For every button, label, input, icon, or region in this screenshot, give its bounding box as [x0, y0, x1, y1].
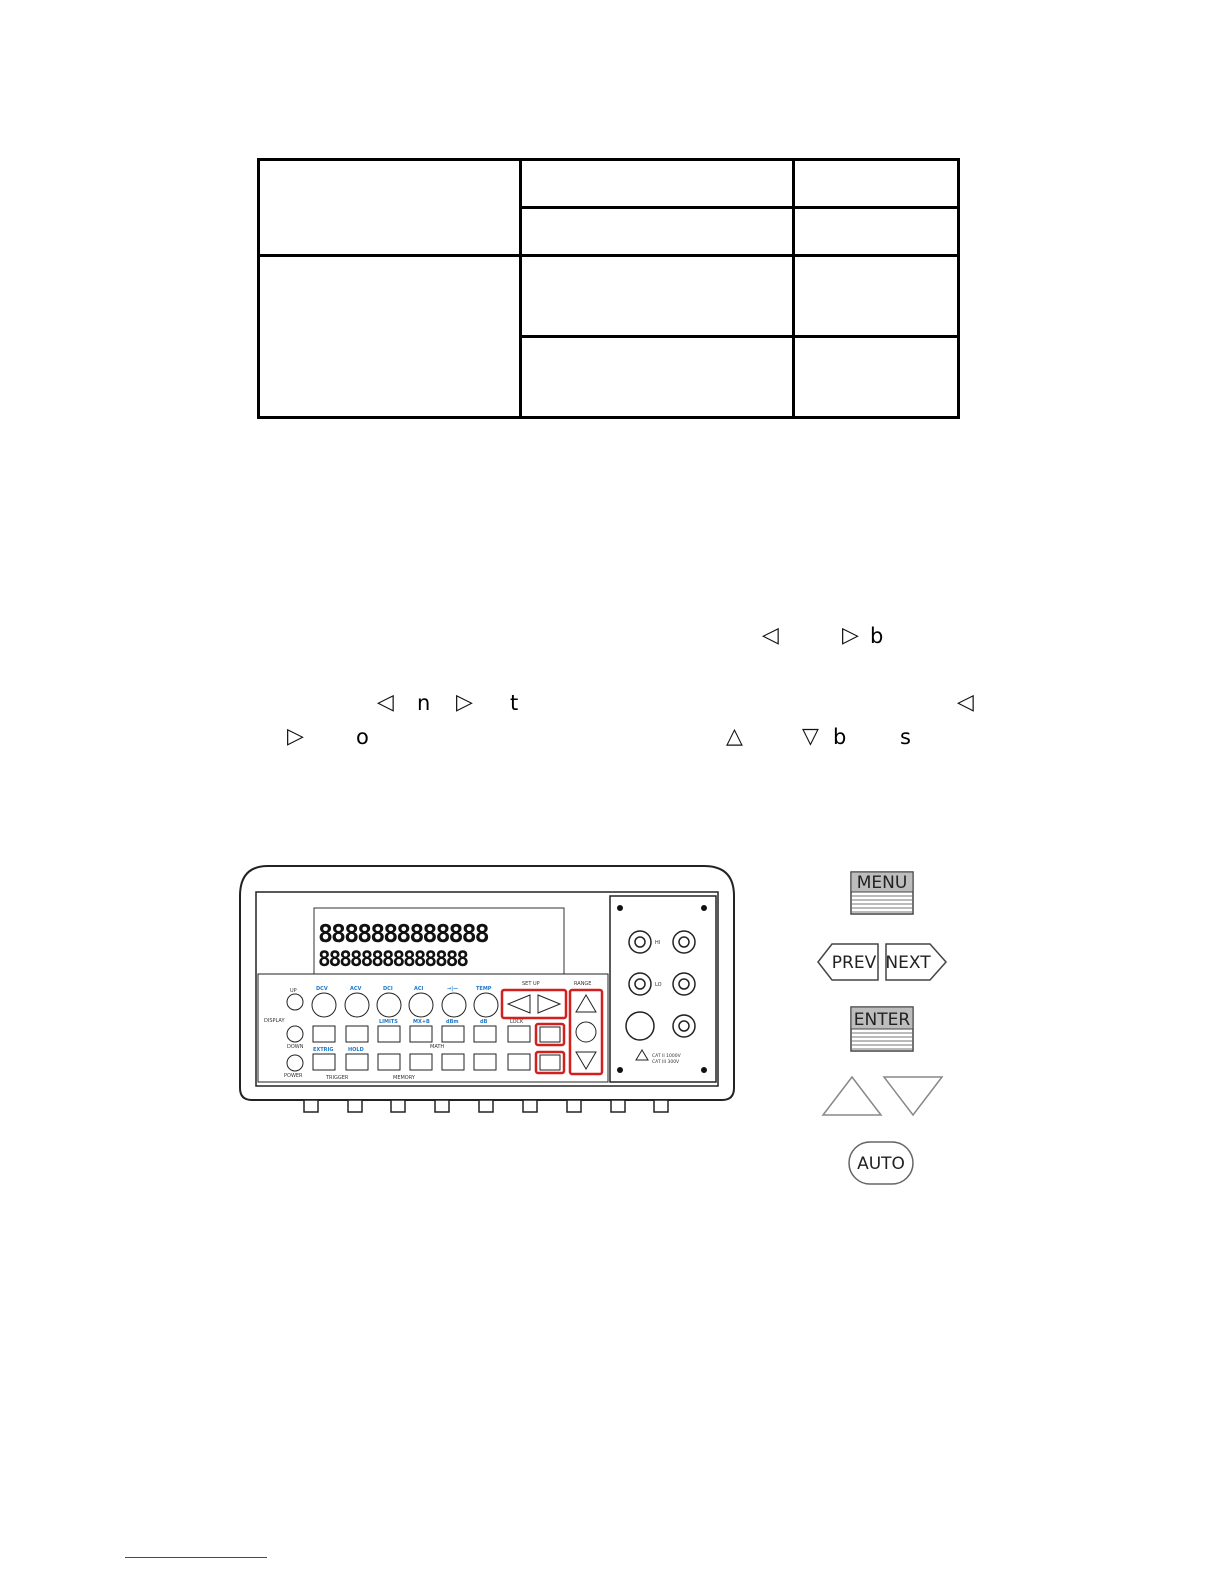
up-down-keys-image: [820, 1074, 944, 1118]
memory-key[interactable]: [410, 1054, 432, 1070]
rear-front-switch[interactable]: [626, 1012, 654, 1040]
up-label: UP: [290, 988, 297, 994]
table-cell: [794, 256, 959, 337]
hold-key[interactable]: [346, 1054, 368, 1070]
lock-label: LOCK: [510, 1019, 524, 1025]
panel-feet: [304, 1100, 668, 1112]
acv-label: ACV: [350, 986, 362, 992]
table-cell: [259, 160, 521, 256]
math-label: MATH: [430, 1044, 445, 1050]
text-fragment: s: [900, 725, 911, 749]
display-label: DISPLAY: [264, 1018, 285, 1024]
dcv-label: DCV: [316, 986, 328, 992]
right-arrow-icon: ▷: [456, 690, 473, 715]
display-row-1: 8888888888888: [318, 919, 488, 948]
table-cell: [794, 337, 959, 418]
cat-label-2: CAT III 300V: [652, 1060, 680, 1065]
enter-key-image: [850, 1006, 916, 1054]
temp-key[interactable]: [474, 993, 498, 1017]
display-row-2: 88888888888888: [318, 947, 468, 971]
setup-label: SET UP: [522, 981, 540, 987]
dbm-key[interactable]: [442, 1026, 464, 1042]
extrig-key[interactable]: [313, 1054, 335, 1070]
cat-label-1: CAT II 1000V: [652, 1054, 681, 1059]
dcv-key[interactable]: [312, 993, 336, 1017]
range-auto-key[interactable]: [576, 1022, 596, 1042]
setup-key[interactable]: [540, 1027, 560, 1042]
diode-key[interactable]: [442, 993, 466, 1017]
down-triangle-icon: [884, 1077, 942, 1115]
memory-key[interactable]: [378, 1054, 400, 1070]
extrig-label: EXTRIG: [313, 1047, 334, 1053]
enter-key-label: ENTER: [853, 1010, 911, 1030]
hi-label: HI: [655, 940, 661, 946]
text-fragment: o: [356, 725, 369, 749]
table-cell: [521, 256, 794, 337]
lock-key[interactable]: [508, 1026, 530, 1042]
text-fragment: n: [417, 691, 431, 715]
table-cell: [794, 208, 959, 256]
prev-next-keys-image: [816, 940, 948, 984]
left-arrow-icon: ◁: [957, 690, 974, 715]
mxb-label: MX+B: [413, 1019, 430, 1025]
table-cell: [521, 160, 794, 208]
table-cell: [259, 256, 521, 418]
aci-key[interactable]: [409, 993, 433, 1017]
dbm-label: dBm: [446, 1019, 459, 1025]
right-arrow-icon: ▷: [287, 724, 304, 749]
setup-key[interactable]: [540, 1055, 560, 1070]
power-button[interactable]: [287, 1055, 303, 1071]
square-key[interactable]: [346, 1026, 368, 1042]
left-arrow-icon: ◁: [377, 690, 394, 715]
hold-label: HOLD: [348, 1047, 364, 1053]
right-arrow-icon: ▷: [842, 623, 859, 648]
text-fragment: b: [833, 725, 847, 749]
lo-label: LO: [655, 982, 662, 988]
limits-key[interactable]: [378, 1026, 400, 1042]
display-down-button[interactable]: [287, 1026, 303, 1042]
square-key[interactable]: [474, 1054, 496, 1070]
dci-label: DCI: [383, 986, 393, 992]
down-label: DOWN: [287, 1044, 304, 1050]
up-arrow-icon: △: [726, 724, 743, 749]
acv-key[interactable]: [345, 993, 369, 1017]
display-up-button[interactable]: [287, 994, 303, 1010]
table-row: [259, 256, 959, 337]
square-key[interactable]: [313, 1026, 335, 1042]
mxb-key[interactable]: [410, 1026, 432, 1042]
left-arrow-icon: ◁: [762, 623, 779, 648]
text-fragment: t: [510, 691, 519, 715]
trigger-label: TRIGGER: [326, 1075, 349, 1081]
text-fragment: b: [870, 624, 884, 648]
menu-key-image: [850, 871, 916, 917]
db-key[interactable]: [474, 1026, 496, 1042]
limits-label: LIMITS: [379, 1019, 398, 1025]
power-label: POWER: [284, 1073, 303, 1079]
range-label: RANGE: [574, 981, 592, 987]
footer-link-underline[interactable]: [125, 1557, 267, 1558]
auto-key-image: [846, 1139, 918, 1187]
square-key[interactable]: [508, 1054, 530, 1070]
memory-label: MEMORY: [393, 1075, 415, 1081]
diode-label: →|—: [447, 986, 459, 992]
multimeter-front-panel: [238, 862, 738, 1122]
dci-key[interactable]: [377, 993, 401, 1017]
table-row: [259, 160, 959, 208]
table-cell: [521, 208, 794, 256]
temp-label: TEMP: [476, 986, 492, 992]
table-cell: [521, 337, 794, 418]
square-key[interactable]: [442, 1054, 464, 1070]
db-label: dB: [480, 1019, 488, 1025]
aci-label: ACI: [414, 986, 424, 992]
down-arrow-icon: ▽: [802, 724, 819, 749]
spec-table: [257, 158, 960, 419]
auto-key-label: AUTO: [857, 1154, 905, 1174]
up-triangle-icon: [823, 1077, 881, 1115]
prev-key-label: PREV: [831, 953, 877, 973]
next-key-label: NEXT: [885, 953, 931, 973]
menu-key-label: MENU: [856, 873, 908, 893]
table-cell: [794, 160, 959, 208]
